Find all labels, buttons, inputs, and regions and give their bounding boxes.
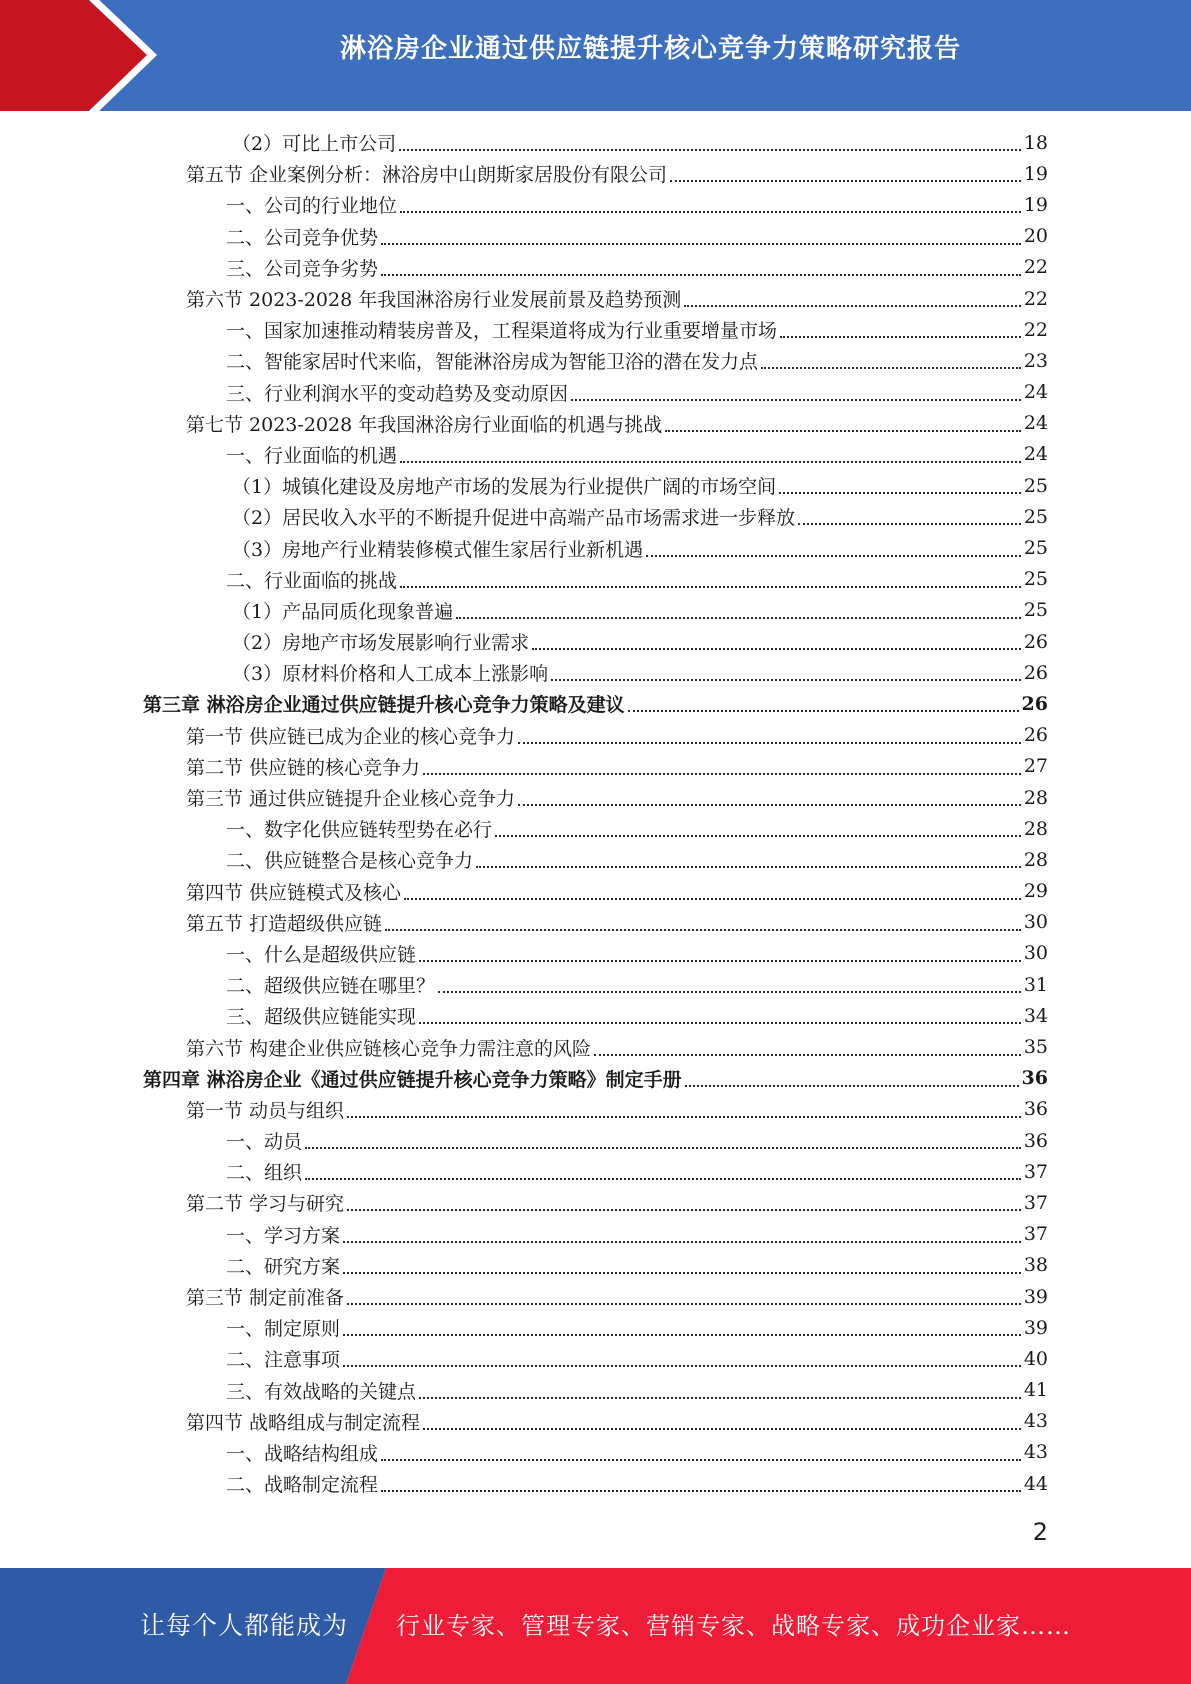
toc-entry-page: 20: [1023, 225, 1048, 248]
toc-entry-page: 37: [1023, 1160, 1048, 1183]
toc-dot-leader: [343, 1364, 1021, 1367]
toc-entry-page: 18: [1023, 131, 1048, 154]
toc-dot-leader: [495, 834, 1021, 837]
toc-dot-leader: [684, 304, 1021, 307]
toc-entry-page: 25: [1023, 599, 1048, 622]
toc-entry-title: 二、战略制定流程: [226, 1474, 379, 1497]
toc-entry-page: 34: [1023, 1004, 1048, 1027]
toc-entry[interactable]: [0, 782, 1191, 813]
header-title: 淋浴房企业通过供应链提升核心竞争力策略研究报告: [339, 34, 961, 64]
toc-entry-title: 二、公司竞争优势: [226, 226, 379, 249]
toc-entry-page: 24: [1023, 381, 1048, 404]
toc-dot-leader: [347, 1302, 1021, 1305]
toc-entry[interactable]: [0, 595, 1191, 626]
toc-entry-page: 22: [1023, 287, 1048, 310]
toc-entry-title: 一、战略结构组成: [226, 1442, 379, 1465]
toc-entry-title: 第五节 打造超级供应链: [186, 912, 383, 935]
toc-entry-title: 第二节 供应链的核心竞争力: [186, 756, 421, 779]
toc-entry-title: 第二节 学习与研究: [186, 1193, 345, 1216]
toc-dot-leader: [665, 429, 1021, 432]
page-header: [0, 0, 1191, 111]
toc-entry-page: 43: [1023, 1410, 1048, 1433]
toc-entry-page: 19: [1023, 193, 1048, 216]
toc-entry-page: 30: [1023, 942, 1048, 965]
toc-entry-page: 28: [1023, 817, 1048, 840]
toc-entry[interactable]: [0, 1406, 1191, 1437]
toc-entry-page: 29: [1023, 880, 1048, 903]
toc-entry[interactable]: [0, 938, 1191, 969]
toc-dot-leader: [347, 1208, 1021, 1211]
toc-entry-title: 二、组织: [226, 1162, 303, 1185]
toc-entry-title: 一、制定原则: [226, 1318, 341, 1341]
toc-entry[interactable]: [0, 657, 1191, 688]
toc-dot-leader: [343, 1333, 1021, 1336]
toc-dot-leader: [798, 522, 1021, 525]
toc-dot-leader: [456, 616, 1021, 619]
toc-entry-page: 25: [1023, 537, 1048, 560]
toc-entry[interactable]: [0, 314, 1191, 345]
toc-entry[interactable]: [0, 1468, 1191, 1499]
toc-entry-page: 23: [1023, 349, 1048, 372]
toc-dot-leader: [385, 928, 1021, 931]
toc-entry-page: 25: [1023, 568, 1048, 591]
toc-entry[interactable]: [0, 127, 1191, 158]
toc-entry[interactable]: [0, 221, 1191, 252]
toc-entry-page: 28: [1023, 848, 1048, 871]
toc-entry-page: 26: [1023, 724, 1048, 747]
toc-entry-title: 二、供应链整合是核心竞争力: [226, 850, 474, 873]
toc-entry[interactable]: [0, 439, 1191, 470]
toc-entry-title: （1）产品同质化现象普遍: [232, 600, 454, 623]
toc-entry-title: 一、公司的行业地位: [226, 195, 398, 218]
toc-entry[interactable]: [0, 252, 1191, 283]
toc-dot-leader: [400, 210, 1021, 213]
toc-entry[interactable]: [0, 1375, 1191, 1406]
toc-entry-title: 二、智能家居时代来临，智能淋浴房成为智能卫浴的潜在发力点: [226, 351, 759, 374]
toc-dot-leader: [400, 460, 1021, 463]
toc-entry[interactable]: [0, 1312, 1191, 1343]
toc-entry[interactable]: [0, 158, 1191, 189]
toc-entry-page: 39: [1023, 1285, 1048, 1308]
toc-entry-page: 26: [1023, 661, 1048, 684]
toc-entry-page: 35: [1023, 1036, 1048, 1059]
toc-entry-title: 三、超级供应链能实现: [226, 1006, 417, 1029]
toc-entry-title: 一、数字化供应链转型势在必行: [226, 819, 493, 842]
toc-entry-page: 37: [1023, 1191, 1048, 1214]
toc-entry-page: 26: [1023, 630, 1048, 653]
toc-entry[interactable]: [0, 189, 1191, 220]
toc-dot-leader: [343, 1240, 1021, 1243]
toc-entry-page: 36: [1023, 1129, 1048, 1152]
toc-entry[interactable]: [0, 969, 1191, 1000]
toc-entry[interactable]: [0, 1156, 1191, 1187]
toc-dot-leader: [400, 585, 1021, 588]
toc-dot-leader: [571, 398, 1021, 401]
footer-slogan-left: 让每个人都能成为: [140, 1611, 349, 1640]
toc-entry-title: 第六节 构建企业供应链核心竞争力需注意的风险: [186, 1037, 592, 1060]
toc-dot-leader: [305, 1177, 1021, 1180]
toc-entry[interactable]: [0, 1250, 1191, 1281]
page-number: 2: [1032, 1518, 1048, 1546]
toc-entry[interactable]: [0, 1281, 1191, 1312]
toc-entry[interactable]: [0, 1094, 1191, 1125]
toc-entry-page: 24: [1023, 412, 1048, 435]
toc-dot-leader: [551, 678, 1021, 681]
toc-entry[interactable]: [0, 564, 1191, 595]
toc-entry[interactable]: [0, 470, 1191, 501]
toc-entry-page: 36: [1023, 1098, 1048, 1121]
toc-dot-leader: [518, 803, 1021, 806]
toc-dot-leader: [438, 990, 1021, 993]
toc-entry-page: 25: [1023, 505, 1048, 528]
toc-dot-leader: [381, 242, 1021, 245]
toc-entry-title: （3）原材料价格和人工成本上涨影响: [232, 663, 549, 686]
toc-entry-title: 第三节 制定前准备: [186, 1287, 345, 1310]
toc-dot-leader: [423, 772, 1021, 775]
toc-dot-leader: [761, 366, 1021, 369]
toc-entry-title: 二、注意事项: [226, 1349, 341, 1372]
toc-entry-title: 第三章 淋浴房企业通过供应链提升核心竞争力策略及建议: [143, 694, 625, 717]
toc-dot-leader: [594, 1053, 1021, 1056]
toc-dot-leader: [381, 273, 1021, 276]
toc-entry[interactable]: [0, 720, 1191, 751]
toc-dot-leader: [419, 1021, 1021, 1024]
toc-entry-title: （2）居民收入水平的不断提升促进中高端产品市场需求进一步释放: [232, 507, 796, 530]
toc-entry-page: 24: [1023, 443, 1048, 466]
toc-entry-title: （1）城镇化建设及房地产市场的发展为行业提供广阔的市场空间: [232, 476, 777, 499]
toc-entry-title: 三、有效战略的关键点: [226, 1380, 417, 1403]
toc-dot-leader: [532, 647, 1021, 650]
toc-entry-page: 19: [1023, 162, 1048, 185]
toc-entry-title: 第四章 淋浴房企业《通过供应链提升核心竞争力策略》制定手册: [143, 1068, 682, 1091]
toc-entry[interactable]: [0, 844, 1191, 875]
toc-entry[interactable]: [0, 1125, 1191, 1156]
toc-dot-leader: [419, 1396, 1021, 1399]
toc-dot-leader: [685, 1084, 1019, 1087]
toc-entry[interactable]: [0, 1437, 1191, 1468]
toc-entry-page: 41: [1023, 1379, 1048, 1402]
toc-entry-title: （2）可比上市公司: [232, 133, 397, 156]
table-of-contents: [0, 127, 1191, 1499]
toc-entry-title: 二、超级供应链在哪里？: [226, 975, 436, 998]
toc-dot-leader: [347, 1115, 1021, 1118]
toc-entry-page: 39: [1023, 1316, 1048, 1339]
toc-entry[interactable]: [0, 501, 1191, 532]
toc-dot-leader: [646, 554, 1021, 557]
toc-dot-leader: [779, 491, 1021, 494]
toc-entry-page: 40: [1023, 1347, 1048, 1370]
toc-entry[interactable]: [0, 751, 1191, 782]
toc-dot-leader: [518, 741, 1021, 744]
toc-dot-leader: [404, 897, 1021, 900]
toc-entry-page: 38: [1023, 1254, 1048, 1277]
toc-entry[interactable]: [0, 345, 1191, 376]
toc-entry[interactable]: [0, 688, 1191, 719]
toc-entry-title: 三、行业利润水平的变动趋势及变动原因: [226, 382, 569, 405]
toc-entry-title: 一、什么是超级供应链: [226, 943, 417, 966]
toc-entry[interactable]: [0, 408, 1191, 439]
toc-entry[interactable]: [0, 1000, 1191, 1031]
toc-entry-page: 43: [1023, 1441, 1048, 1464]
toc-entry-title: 二、行业面临的挑战: [226, 569, 398, 592]
footer-slogan-right: 行业专家、管理专家、营销专家、战略专家、成功企业家……: [396, 1612, 1071, 1640]
toc-entry[interactable]: [0, 377, 1191, 408]
toc-entry-title: 三、公司竞争劣势: [226, 257, 379, 280]
toc-entry-title: 一、学习方案: [226, 1224, 341, 1247]
toc-entry-page: 26: [1021, 692, 1048, 715]
toc-entry-page: 22: [1023, 256, 1048, 279]
toc-entry-page: 28: [1023, 786, 1048, 809]
toc-dot-leader: [670, 179, 1021, 182]
toc-dot-leader: [628, 709, 1019, 712]
toc-dot-leader: [476, 865, 1021, 868]
toc-entry[interactable]: [0, 1187, 1191, 1218]
toc-dot-leader: [343, 1271, 1021, 1274]
toc-entry-page: 30: [1023, 911, 1048, 934]
toc-entry[interactable]: [0, 813, 1191, 844]
toc-entry[interactable]: [0, 876, 1191, 907]
toc-entry-title: 第四节 供应链模式及核心: [186, 881, 402, 904]
toc-entry-title: 第一节 供应链已成为企业的核心竞争力: [186, 725, 516, 748]
toc-entry-title: 一、行业面临的机遇: [226, 444, 398, 467]
toc-entry-page: 31: [1023, 973, 1048, 996]
toc-entry[interactable]: [0, 1343, 1191, 1374]
toc-entry-title: （3）房地产行业精装修模式催生家居行业新机遇: [232, 538, 644, 561]
toc-entry-title: 第六节 2023-2028 年我国淋浴房行业发展前景及趋势预测: [186, 289, 682, 312]
toc-entry-page: 27: [1023, 755, 1048, 778]
toc-entry[interactable]: [0, 532, 1191, 563]
toc-dot-leader: [419, 959, 1021, 962]
toc-entry-title: 第一节 动员与组织: [186, 1099, 345, 1122]
toc-entry-page: 36: [1021, 1067, 1048, 1090]
toc-entry-title: 第七节 2023-2028 年我国淋浴房行业面临的机遇与挑战: [186, 413, 663, 436]
toc-dot-leader: [305, 1146, 1021, 1149]
toc-entry-title: 一、国家加速推动精装房普及，工程渠道将成为行业重要增量市场: [226, 320, 778, 343]
toc-entry[interactable]: [0, 1031, 1191, 1062]
toc-entry-page: 25: [1023, 474, 1048, 497]
toc-entry[interactable]: [0, 1063, 1191, 1094]
toc-dot-leader: [381, 1458, 1021, 1461]
toc-dot-leader: [399, 148, 1021, 151]
toc-entry[interactable]: [0, 1219, 1191, 1250]
toc-entry-title: 第三节 通过供应链提升企业核心竞争力: [186, 788, 516, 811]
toc-entry-page: 22: [1023, 318, 1048, 341]
toc-entry-title: 二、研究方案: [226, 1255, 341, 1278]
toc-entry-title: 一、动员: [226, 1131, 303, 1154]
toc-entry-title: 第五节 企业案例分析：淋浴房中山朗斯家居股份有限公司: [186, 164, 668, 187]
toc-dot-leader: [381, 1489, 1021, 1492]
toc-entry[interactable]: [0, 283, 1191, 314]
toc-entry-page: 37: [1023, 1223, 1048, 1246]
toc-dot-leader: [423, 1427, 1021, 1430]
toc-entry-title: 第四节 战略组成与制定流程: [186, 1411, 421, 1434]
toc-entry[interactable]: [0, 907, 1191, 938]
page-footer: [0, 1568, 1191, 1684]
toc-entry-page: 44: [1023, 1472, 1048, 1495]
toc-entry[interactable]: [0, 626, 1191, 657]
toc-dot-leader: [780, 335, 1021, 338]
toc-entry-title: （2）房地产市场发展影响行业需求: [232, 632, 530, 655]
